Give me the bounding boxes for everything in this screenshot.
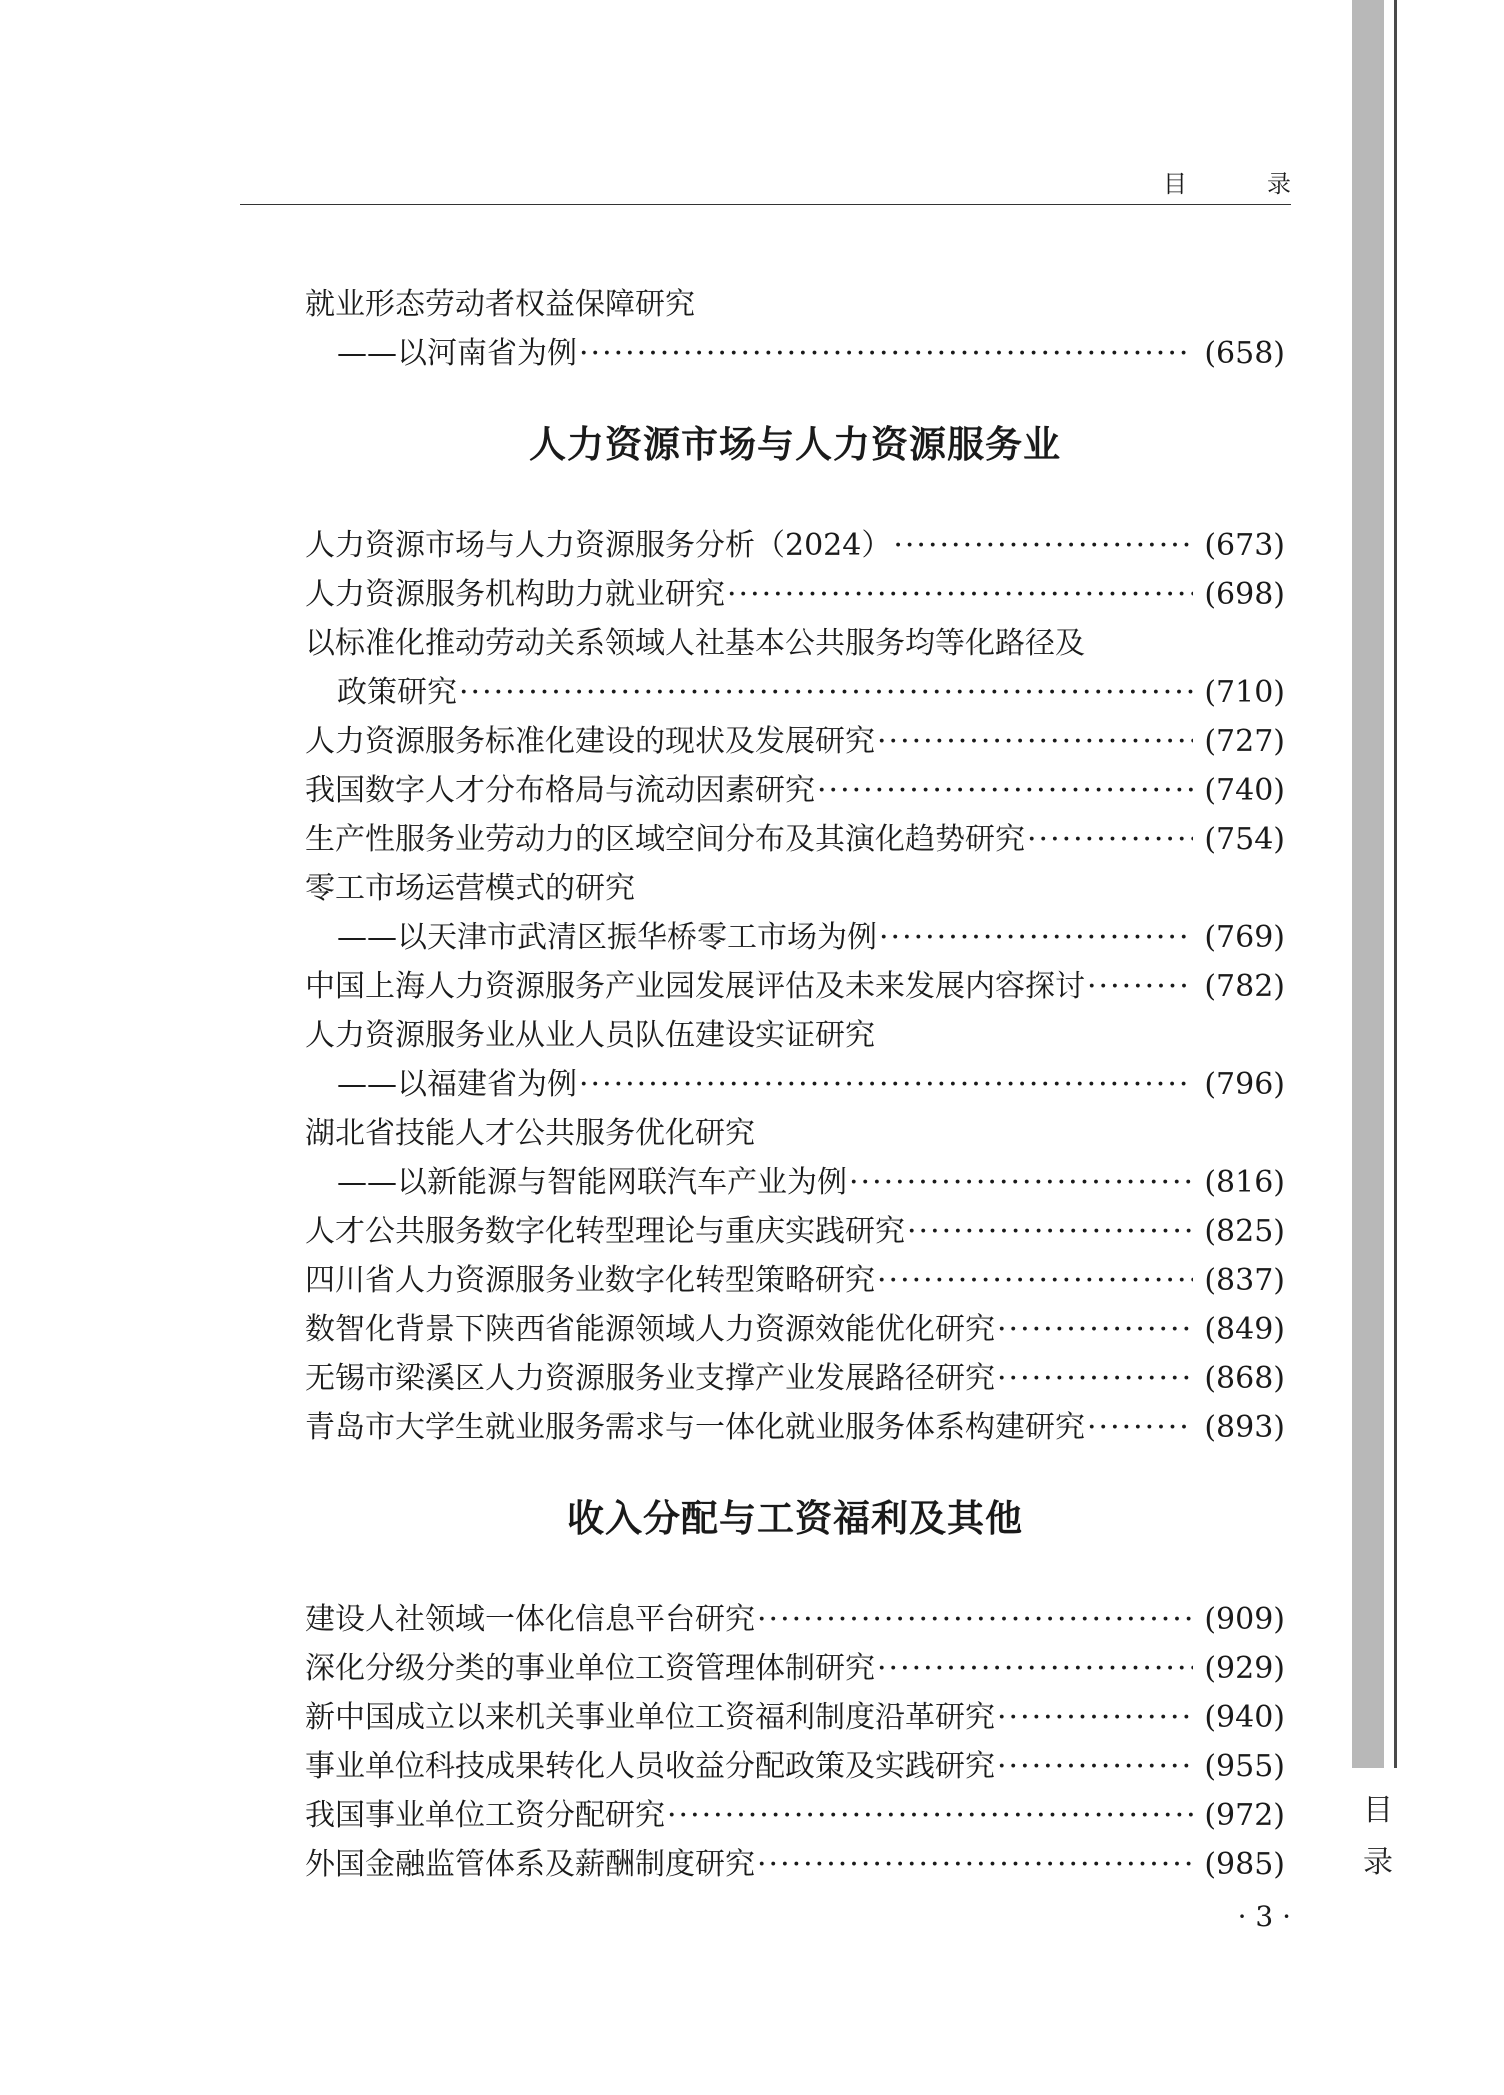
side-tab-rule (1394, 0, 1397, 1768)
toc-entry[interactable] (305, 1840, 1285, 1889)
entry-title: 人才公共服务数字化转型理论与重庆实践研究 (305, 1214, 905, 1249)
entry-subtitle: ——以福建省为例 (337, 1067, 577, 1102)
entry-title: 事业单位科技成果转化人员收益分配政策及实践研究 (305, 1749, 995, 1784)
entry-subtitle: ——以河南省为例 (337, 336, 577, 371)
side-tab-label (1358, 1785, 1398, 1889)
toc-entry[interactable] (305, 1354, 1285, 1403)
page-number: (825) (1204, 1214, 1285, 1249)
entry-title: 人力资源服务标准化建设的现状及发展研究 (305, 724, 875, 759)
page-number: (710) (1204, 675, 1285, 710)
toc-entry[interactable] (305, 1403, 1285, 1452)
entry-title: 新中国成立以来机关事业单位工资福利制度沿革研究 (305, 1700, 995, 1735)
entry-title: 人力资源服务机构助力就业研究 (305, 577, 725, 612)
page-number: (816) (1204, 1165, 1285, 1200)
page-number: (929) (1204, 1651, 1285, 1686)
leader-dots (667, 1791, 1193, 1840)
leader-dots (757, 1840, 1193, 1889)
page-number: (769) (1204, 920, 1285, 955)
leader-dots (997, 1354, 1193, 1403)
toc-entry-title[interactable]: 以标准化推动劳动关系领域人社基本公共服务均等化路径及 (305, 626, 1085, 661)
toc-entry[interactable] (305, 1305, 1285, 1354)
page-number: (972) (1204, 1798, 1285, 1833)
toc-entry[interactable] (305, 1791, 1285, 1840)
page-number: (673) (1204, 528, 1285, 563)
toc-entry-title[interactable]: 湖北省技能人才公共服务优化研究 (305, 1116, 755, 1151)
toc-entry-title[interactable]: 零工市场运营模式的研究 (305, 871, 635, 906)
toc-entry-title[interactable]: 人力资源服务业从业人员队伍建设实证研究 (305, 1018, 875, 1053)
side-tab-char: 录 (1363, 1845, 1393, 1880)
page-number: (849) (1204, 1312, 1285, 1347)
page-number: (698) (1204, 577, 1285, 612)
page-number: (658) (1204, 336, 1285, 371)
leader-dots (1087, 1403, 1193, 1452)
side-tab-bar (1352, 0, 1384, 1768)
entry-title: 青岛市大学生就业服务需求与一体化就业服务体系构建研究 (305, 1410, 1085, 1445)
running-header (240, 160, 1319, 205)
entry-title: 数智化背景下陕西省能源领域人力资源效能优化研究 (305, 1312, 995, 1347)
toc-entry-subtitle[interactable] (305, 1060, 1285, 1109)
entry-title: 四川省人力资源服务业数字化转型策略研究 (305, 1263, 875, 1298)
toc-entry-title[interactable]: 就业形态劳动者权益保障研究 (305, 287, 695, 322)
leader-dots (997, 1693, 1193, 1742)
toc-entry[interactable] (305, 815, 1285, 864)
page-number: (940) (1204, 1700, 1285, 1735)
entry-title: 我国事业单位工资分配研究 (305, 1798, 665, 1833)
toc-entry[interactable] (305, 1256, 1285, 1305)
entry-title: 中国上海人力资源服务产业园发展评估及未来发展内容探讨 (305, 969, 1085, 1004)
entry-title: 深化分级分类的事业单位工资管理体制研究 (305, 1651, 875, 1686)
page-number: (754) (1204, 822, 1285, 857)
page-number: (782) (1204, 969, 1285, 1004)
section-heading: 收入分配与工资福利及其他 (567, 1497, 1023, 1540)
section-heading: 人力资源市场与人力资源服务业 (529, 423, 1061, 466)
toc-entry[interactable] (305, 766, 1285, 815)
leader-dots (879, 913, 1193, 962)
toc-entry-subtitle[interactable] (305, 1158, 1285, 1207)
toc-entry[interactable] (305, 717, 1285, 766)
entry-title: 无锡市梁溪区人力资源服务业支撑产业发展路径研究 (305, 1361, 995, 1396)
toc-entry-subtitle[interactable] (305, 913, 1285, 962)
leader-dots (907, 1207, 1193, 1256)
leader-dots (893, 521, 1193, 570)
page-number: (868) (1204, 1361, 1285, 1396)
page-number: (985) (1204, 1847, 1285, 1882)
toc-entry-subtitle[interactable] (305, 668, 1285, 717)
entry-title: 外国金融监管体系及薪酬制度研究 (305, 1847, 755, 1882)
leader-dots (459, 668, 1193, 717)
leader-dots (579, 329, 1193, 378)
entry-subtitle: ——以天津市武清区振华桥零工市场为例 (337, 920, 877, 955)
entry-title: 人力资源市场与人力资源服务分析（2024） (305, 528, 892, 563)
leader-dots (877, 1256, 1193, 1305)
leader-dots (877, 717, 1193, 766)
entry-title: 建设人社领域一体化信息平台研究 (305, 1602, 755, 1637)
page-number: (796) (1204, 1067, 1285, 1102)
table-of-contents (305, 280, 1285, 1889)
side-tab-char: 目 (1363, 1793, 1393, 1828)
page-number: (727) (1204, 724, 1285, 759)
leader-dots (579, 1060, 1193, 1109)
leader-dots (1027, 815, 1193, 864)
leader-dots (727, 570, 1193, 619)
toc-entry-subtitle[interactable] (305, 329, 1285, 378)
page-number: (740) (1204, 773, 1285, 808)
leader-dots (877, 1644, 1193, 1693)
toc-entry[interactable] (305, 1693, 1285, 1742)
entry-subtitle: ——以新能源与智能网联汽车产业为例 (337, 1165, 847, 1200)
leader-dots (817, 766, 1193, 815)
leader-dots (757, 1595, 1193, 1644)
toc-entry[interactable] (305, 570, 1285, 619)
page-number: (909) (1204, 1602, 1285, 1637)
leader-dots (849, 1158, 1193, 1207)
page-number-footer: · 3 · (1237, 1900, 1291, 1933)
leader-dots (997, 1305, 1193, 1354)
toc-entry[interactable] (305, 521, 1285, 570)
page-number: (893) (1204, 1410, 1285, 1445)
entry-title: 我国数字人才分布格局与流动因素研究 (305, 773, 815, 808)
page-number: (955) (1204, 1749, 1285, 1784)
leader-dots (1087, 962, 1193, 1011)
header-label: 目 录 (1163, 170, 1319, 198)
toc-entry[interactable] (305, 1595, 1285, 1644)
toc-entry[interactable] (305, 1207, 1285, 1256)
leader-dots (997, 1742, 1193, 1791)
toc-entry[interactable] (305, 1742, 1285, 1791)
entry-title: 生产性服务业劳动力的区域空间分布及其演化趋势研究 (305, 822, 1025, 857)
toc-entry[interactable] (305, 962, 1285, 1011)
page-number: (837) (1204, 1263, 1285, 1298)
entry-subtitle: 政策研究 (337, 675, 457, 710)
toc-entry[interactable] (305, 1644, 1285, 1693)
